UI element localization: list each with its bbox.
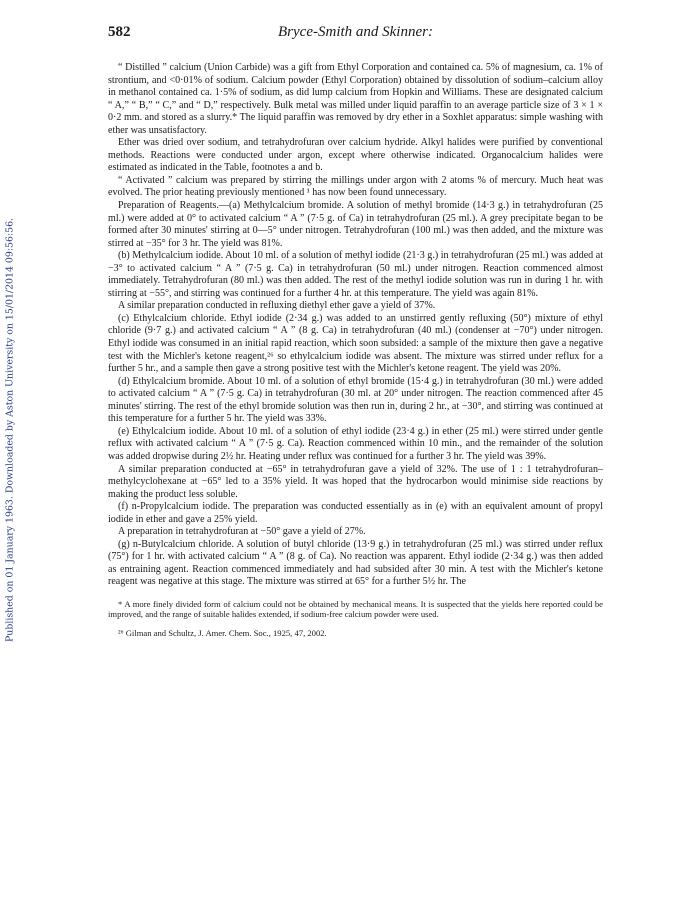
paragraph-ethylcalcium-iodide: (e) Ethylcalcium iodide. About 10 ml. of a solution of ethyl iodide (23·4 g.) in ether (25 ml.) were stirred under gentle reflux with activated calcium “ A ” (7·5 g. Ca). Reaction commenced within 10 min., and the remainder of the solution was added dropwise during 2½ hr. Heating under reflux was continued for a further 3 hr. The yield was 39%. [108,425,603,462]
paragraph-methylcalcium-bromide: Preparation of Reagents.—(a) Methylcalcium bromide. A solution of methyl bromide (14·3 g.) in tetrahydrofuran (25 ml.) were added at 0° to activated calcium “ A ” (7·5 g. of Ca) in tetrahydrofuran (25 ml.). A grey precipitate began to be formed after 30 minutes' stirring at 0—5° under nitrogen. Tetrahydrofuran (100 ml.) was then added, and the mixture was stirred at −35° for 3 hr. The yield was 81%. [108,200,603,249]
provenance-sidebar [2,150,18,710]
paragraph-propyl-thf-note: A preparation in tetrahydrofuran at −50° gave a yield of 27%. [118,526,366,538]
paragraph-low-temperature-note: A similar preparation conducted at −65° in tetrahydrofuran gave a yield of 32%. The use of 1 : 1 tetrahydrofuran–methylcyclohexane at −65° led to a 35% yield. It was hoped that the hydrocarbon would minimise side reactions by making the product less soluble. [108,463,603,500]
footnote-star: * A more finely divided form of calcium could not be obtained by mechanical means. It is suspected that the yields here reported could be improved, and the range of suitable halides extended, if sodium-free calcium powder were used. [108,598,603,620]
paragraph-diethyl-ether-note: A similar preparation conducted in refluxing diethyl ether gave a yield of 37%. [118,300,436,312]
journal-page [108,24,603,638]
paragraph-ethylcalcium-bromide: (d) Ethylcalcium bromide. About 10 ml. of a solution of ethyl bromide (15·4 g.) in tetrahydrofuran (30 ml.) were added to activated calcium “ A ” (7·5 g. Ca) in tetrahydrofuran (30 ml. at 20° under nitrogen. The reaction commenced after 45 minutes' stirring. The rest of the ethyl bromide solution was then run in, during 2 hr., at −30°, and stirring was continued at this temperature for a further 5 hr. The yield was 33%. [108,375,603,425]
paragraph-solvents: Ether was dried over sodium, and tetrahydrofuran over calcium hydride. Alkyl halides were purified by conventional methods. Reactions were conducted under argon, except where otherwise indicated. Organocalcium halides were estimated as indicated in the Table, footnotes a and b. [108,137,603,174]
footnotes [108,599,603,638]
article-body [108,62,603,589]
paragraph-calcium-sources: “ Distilled ” calcium (Union Carbide) was a gift from Ethyl Corporation and contained ca. 5% of magnesium, ca. 1% of strontium, and <0·01% of sodium. Calcium powder (Ethyl Corporation) obtained by dissolution of sodium–calcium alloy in methanol contained ca. 1·5% of sodium, as did lump calcium from Hopkin and Williams. These are designated calcium “ A,” “ B,” “ C,” and “ D,” respectively. Bulk metal was milled under liquid paraffin to an average particle size of 3 × 1 × 0·2 mm. and stored as a slurry.* The liquid paraffin was removed by dry ether in a Soxhlet apparatus: simple washing with ether was unsatisfactory. [108,62,603,136]
page-header [108,24,603,46]
page-number: 582 [108,24,131,40]
paragraph-propylcalcium-iodide: (f) n-Propylcalcium iodide. The preparation was conducted essentially as in (e) with an equivalent amount of propyl iodide in ether and gave a 25% yield. [108,501,603,525]
provenance-text: Published on 01 January 1963. Downloaded by Aston University on 15/01/2014 09:56:56. [4,217,16,643]
paragraph-butylcalcium-chloride: (g) n-Butylcalcium chloride. A solution of butyl chloride (13·9 g.) in tetrahydrofuran (25 ml.) was stirred under reflux (75°) for 1 hr. with activated calcium “ A ” (8 g. of Ca). No reaction was apparent. Ethyl iodide (2·34 g.) was then added as entraining agent. Reaction commenced immediately and had subsided after 30 min. A test with the Michler's ketone reagent was negative at this stage. The mixture was stirred at 65° for a further 5½ hr. The [108,538,603,588]
running-title: Bryce-Smith and Skinner: [278,24,433,40]
paragraph-ethylcalcium-chloride: (c) Ethylcalcium chloride. Ethyl iodide (2·34 g.) was added to an unstirred gently refluxing (50°) mixture of ethyl chloride (9·7 g.) and activated calcium “ A ” (8 g. Ca) in tetrahydrofuran (40 ml.) (condenser at −70°) under nitrogen. Ethyl iodide was consumed in an initial rapid reaction, which soon subsided: a sample of the mixture then gave a negative test with the Michler's ketone reagent,²⁶ so ethylcalcium iodide was absent. The mixture was stirred under reflux for a further 5 hr., and a sample then gave a strong positive test with the Michler's ketone reagent. The yield was 20%. [108,312,603,375]
paragraph-activated-calcium: “ Activated ” calcium was prepared by stirring the millings under argon with 2 atoms % of mercury. Much heat was evolved. The prior heating previously mentioned ¹ has now been found unnecessary. [108,174,603,199]
footnote-reference-26: ²⁶ Gilman and Schultz, J. Amer. Chem. Soc., 1925, 47, 2002. [118,627,327,638]
paragraph-methylcalcium-iodide: (b) Methylcalcium iodide. About 10 ml. of a solution of methyl iodide (21·3 g.) in tetrahydrofuran (25 ml.) was added at −3° to activated calcium “ A ” (7·5 g. Ca) in tetrahydrofuran (50 ml.) under nitrogen. Reaction commenced almost immediately. Tetrahydrofuran (80 ml.) was then added. The rest of the methyl iodide solution was run in during 1 hr. with stirring at −55°, and stirring was continued for a further 4 hr. at this temperature. The yield was again 81%. [108,250,603,299]
